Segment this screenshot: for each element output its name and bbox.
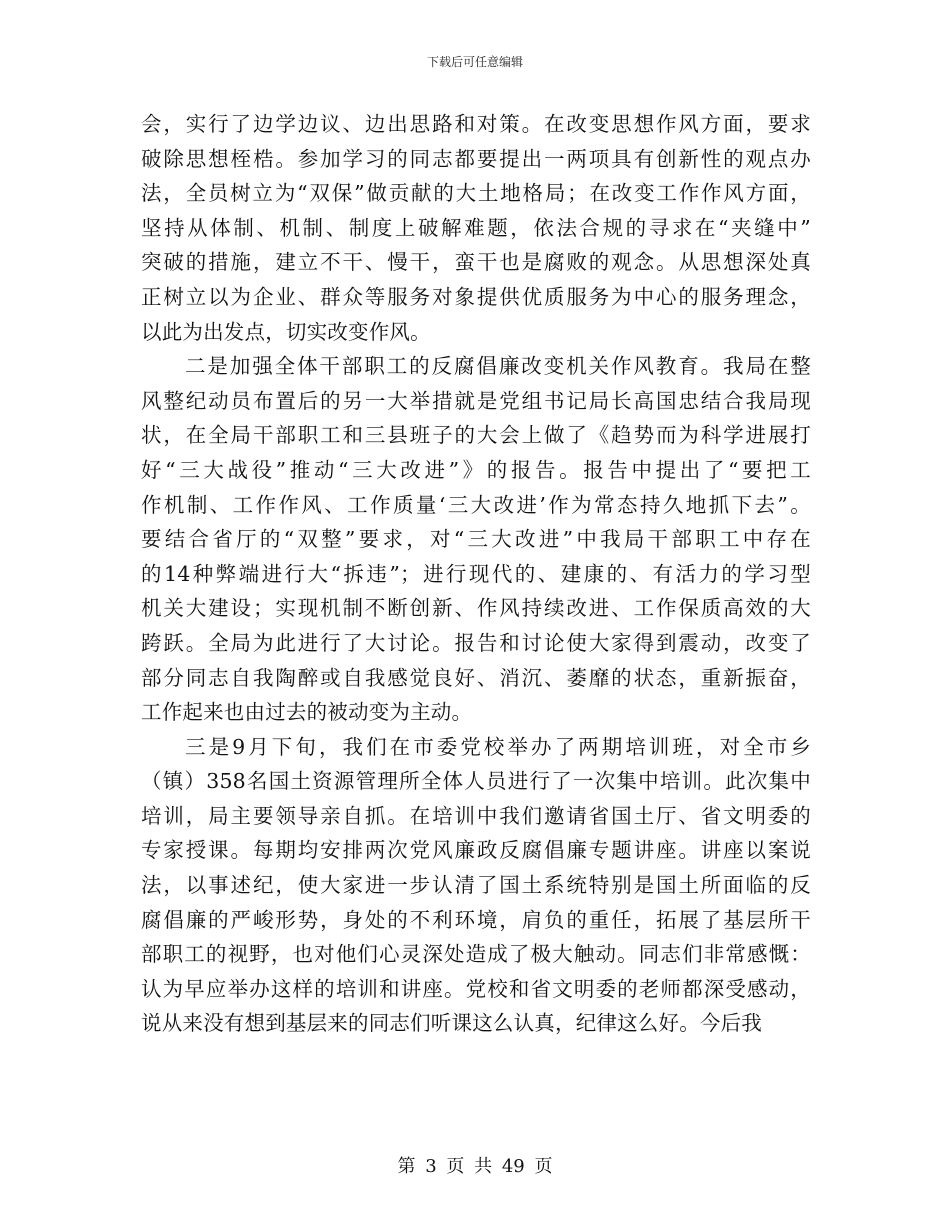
text-line: 以此为出发点，切实改变作风。	[141, 319, 431, 344]
document-body	[141, 107, 811, 1041]
text-line: 专家授课。每期均安排两次党风廉政反腐倡廉专题讲座。讲座以案说	[141, 838, 811, 863]
text-line: 认为早应举办这样的培训和讲座。党校和省文明委的老师都深受感动，	[141, 976, 811, 1001]
text-line: 破除思想桎梏。参加学习的同志都要提出一两项具有创新性的观点办	[141, 146, 811, 171]
text-line: 的14种弊端进行大“拆违”；进行现代的、建康的、有活力的学习型	[141, 561, 811, 586]
text-line: 坚持从体制、机制、制度上破解难题，依法合规的寻求在“夹缝中”	[141, 215, 811, 240]
text-line: 法，以事述纪，使大家进一步认清了国土系统特别是国土所面临的反	[141, 873, 811, 898]
text-line: 培训，局主要领导亲自抓。在培训中我们邀请省国土厅、省文明委的	[141, 803, 811, 828]
text-line: 作机制、工作作风、工作质量‘三大改进’作为常态持久地抓下去”。	[141, 492, 811, 517]
page-number-footer: 第 3 页 共 49 页	[397, 1156, 553, 1177]
text-line: 突破的措施，建立不干、慢干，蛮干也是腐败的观念。从思想深处真	[141, 250, 811, 275]
text-line: 腐倡廉的严峻形势，身处的不利环境，肩负的重任，拓展了基层所干	[141, 907, 811, 932]
text-line: 正树立以为企业、群众等服务对象提供优质服务为中心的服务理念，	[141, 284, 811, 309]
text-line: 风整纪动员布置后的另一大举措就是党组书记局长高国忠结合我局现	[141, 388, 811, 413]
text-line: 跨跃。全局为此进行了大讨论。报告和讨论使大家得到震动，改变了	[141, 630, 811, 655]
text-line: 要结合省厅的“双整”要求，对“三大改进”中我局干部职工中存在	[141, 527, 811, 552]
text-line: 二是加强全体干部职工的反腐倡廉改变机关作风教育。我局在整	[185, 354, 811, 379]
text-line: 机关大建设；实现机制不断创新、作风持续改进、工作保质高效的大	[141, 596, 811, 621]
text-line: 说从来没有想到基层来的同志们听课这么认真，纪律这么好。今后我	[141, 1011, 762, 1036]
text-line: 会，实行了边学边议、边出思路和对策。在改变思想作风方面，要求	[141, 112, 811, 136]
text-line: （镇）358名国土资源管理所全体人员进行了一次集中培训。此次集中	[141, 769, 811, 794]
paragraph-3	[141, 730, 811, 1041]
page-header: 下载后可任意编辑	[426, 55, 523, 69]
text-line: 好“三大战役”推动“三大改进”》的报告。报告中提出了“要把工	[141, 457, 811, 482]
text-line: 部职工的视野，也对他们心灵深处造成了极大触动。同志们非常感慨：	[141, 942, 811, 967]
paragraph-2	[141, 349, 811, 730]
text-line: 法，全员树立为“双保”做贡献的大土地格局；在改变工作作风方面，	[141, 181, 811, 206]
text-line: 三是9月下旬，我们在市委党校举办了两期培训班，对全市乡	[185, 734, 811, 759]
text-line: 工作起来也由过去的被动变为主动。	[141, 700, 473, 725]
text-line: 部分同志自我陶醉或自我感觉良好、消沉、萎靡的状态，重新振奋，	[141, 665, 811, 690]
paragraph-1	[141, 107, 811, 349]
text-line: 状，在全局干部职工和三县班子的大会上做了《趋势而为科学进展打	[141, 423, 811, 448]
